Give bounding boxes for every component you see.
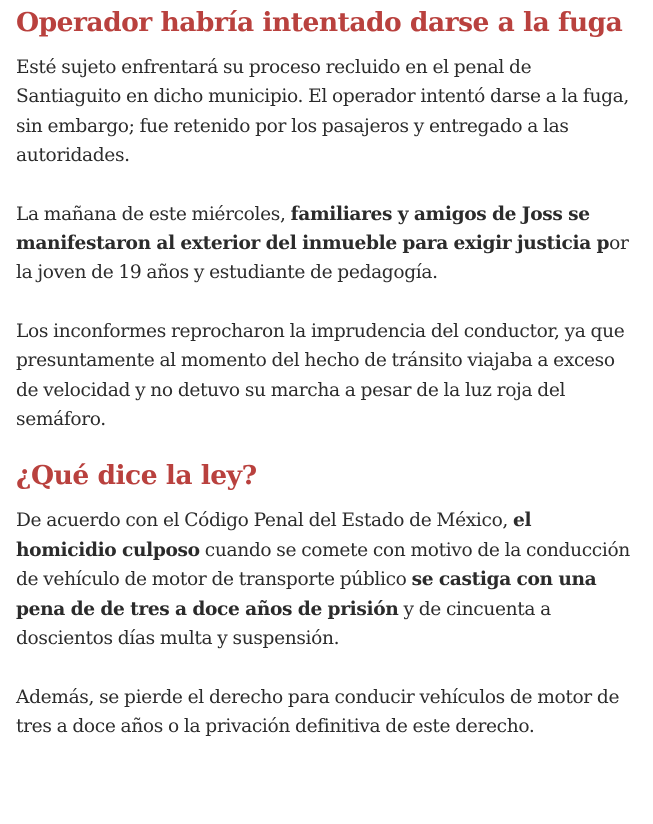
paragraph-text: La mañana de este miércoles, <box>16 203 291 225</box>
paragraph-text: y de cincuenta a doscientos días multa y suspensión. <box>16 598 551 650</box>
paragraph-text: or la joven de 19 años y estudiante de pedagogía. <box>16 233 629 284</box>
bold-text: familiares y amigos de Joss se manifestaron al exterior del inmueble para exigir justicia p <box>16 203 610 255</box>
paragraph-proceso: Esté sujeto enfrentará su proceso recluido en el penal de Santiaguito en dicho municipio. El operador intentó darse a la fuga, sin embargo; fue retenido por los pasajeros y entregado a las autoridades. <box>16 57 629 167</box>
paragraph-text: cuando se comete con motivo de la conducción de vehículo de motor de transporte público <box>16 539 630 591</box>
section-heading-ley: ¿Qué dice la ley? <box>16 460 257 492</box>
paragraph-inconformes: Los inconformes reprocharon la imprudencia del conductor, ya que presuntamente al momento del hecho de tránsito viajaba a exceso de velocidad y no detuvo su marcha a pesar de la luz roja del semáforo. <box>16 320 625 431</box>
article-body <box>16 5 637 741</box>
bold-text: el homicidio culposo <box>16 510 532 561</box>
paragraph-derecho-conducir: Además, se pierde el derecho para conducir vehículos de motor de tres a doce años o la privación definitiva de este derecho. <box>16 686 620 737</box>
bold-text: se castiga con una pena de de tres a doce años de prisión <box>16 569 597 620</box>
paragraph-codigo-penal <box>16 506 637 653</box>
paragraph-text: De acuerdo con el Código Penal del Estado de México, <box>16 510 514 532</box>
paragraph-manifestacion <box>16 200 637 288</box>
section-heading-fuga: Operador habría intentado darse a la fuga <box>16 7 623 38</box>
